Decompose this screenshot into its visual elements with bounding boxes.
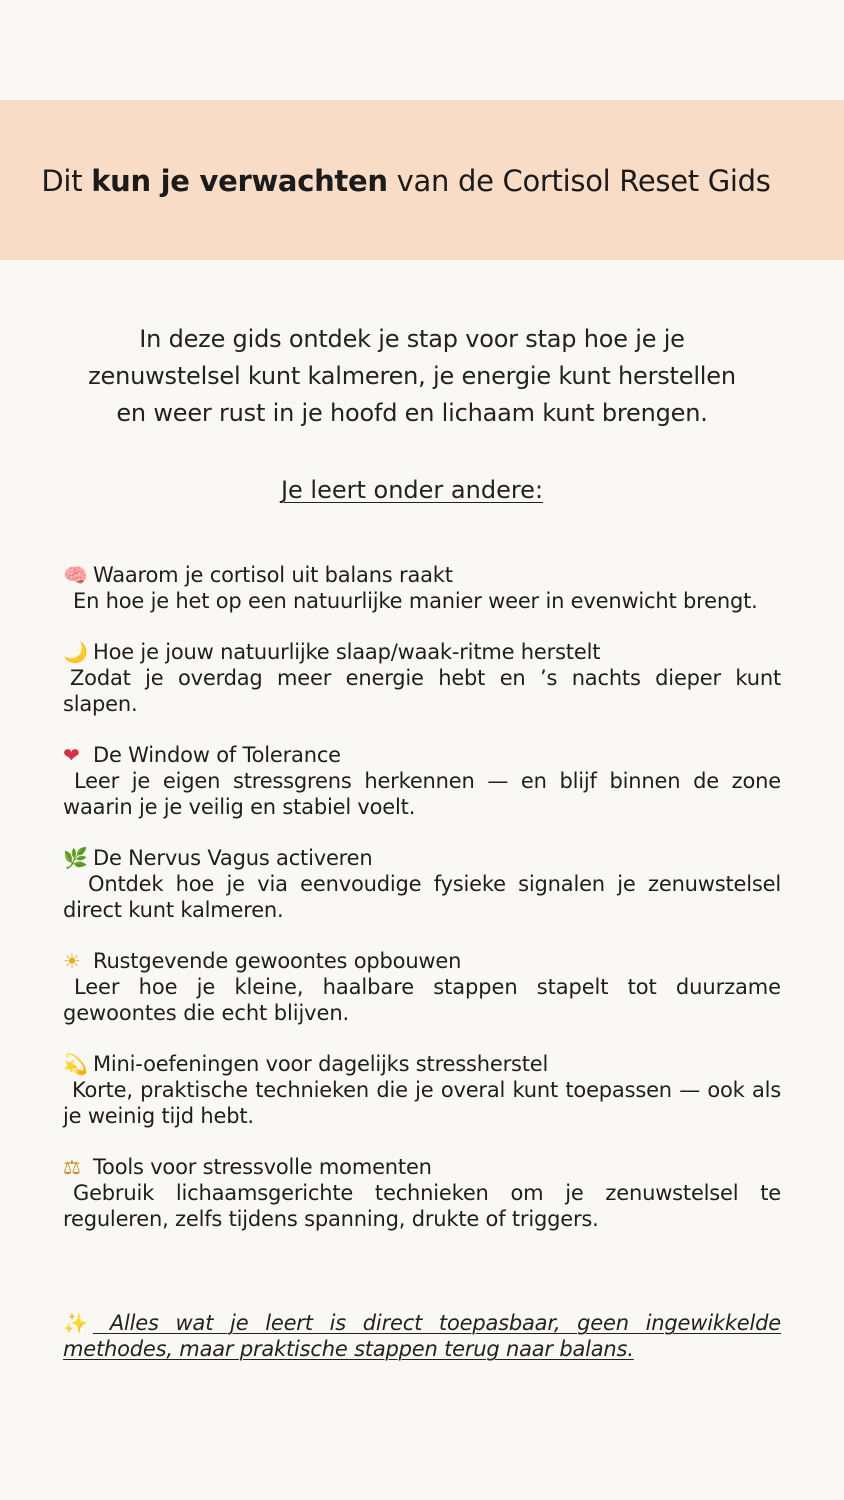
list-item-cortisol xyxy=(63,562,781,614)
brain-icon: 🧠 xyxy=(63,563,88,587)
title-suffix: van de Cortisol Reset Gids xyxy=(387,164,771,198)
title-prefix: Dit xyxy=(41,164,92,198)
item-title-text: Hoe je jouw natuurlijke slaap/waak-ritme herstelt xyxy=(93,640,601,664)
list-item-sleep-rhythm xyxy=(63,639,781,717)
item-title-text: Rustgevende gewoontes opbouwen xyxy=(93,949,462,973)
item-title xyxy=(63,562,781,588)
moon-icon: 🌙 xyxy=(63,640,88,664)
sun-icon: ☀ xyxy=(63,949,81,973)
learning-list xyxy=(63,562,781,1257)
herb-icon: 🌿 xyxy=(63,846,88,870)
list-item-window-of-tolerance xyxy=(63,742,781,820)
item-title xyxy=(63,845,781,871)
page-title xyxy=(0,161,812,201)
dizzy-star-icon: 💫 xyxy=(63,1052,88,1076)
item-title-text: De Window of Tolerance xyxy=(93,743,341,767)
item-title-text: Mini-oefeningen voor dagelijks stressherstel xyxy=(93,1052,549,1076)
balance-scale-icon: ⚖ xyxy=(63,1155,81,1179)
list-item-nervus-vagus xyxy=(63,845,781,923)
item-title xyxy=(63,948,781,974)
item-title-text: Tools voor stressvolle momenten xyxy=(93,1155,432,1179)
intro-line: In deze gids ontdek je stap voor stap hoe je je xyxy=(139,325,685,353)
item-description: Leer je eigen stressgrens herkennen — en blijf binnen de zone waarin je je veilig en stabiel voelt. xyxy=(63,769,781,819)
closing-statement xyxy=(63,1310,781,1362)
item-description: Ontdek hoe je via eenvoudige fysieke signalen je zenuwstelsel direct kunt kalmeren. xyxy=(63,872,781,922)
list-item-stress-tools xyxy=(63,1154,781,1232)
sparkles-icon: ✨ xyxy=(63,1311,88,1335)
item-title xyxy=(63,742,781,768)
item-description: Zodat je overdag meer energie hebt en ’s nachts dieper kunt slapen. xyxy=(63,666,781,716)
item-title xyxy=(63,639,781,665)
item-description: Korte, praktische technieken die je overal kunt toepassen — ook als je weinig tijd hebt. xyxy=(63,1078,781,1128)
intro-paragraph xyxy=(40,321,784,432)
item-title xyxy=(63,1154,781,1180)
item-description: Gebruik lichaamsgerichte technieken om je zenuwstelsel te reguleren, zelfs tijdens spanning, drukte of triggers. xyxy=(63,1181,781,1231)
closing-text: Alles wat je leert is direct toepasbaar, geen ingewikkelde methodes, maar praktische stappen terug naar balans. xyxy=(63,1311,781,1361)
item-title-text: Waarom je cortisol uit balans raakt xyxy=(93,563,453,587)
list-item-mini-exercises xyxy=(63,1051,781,1129)
item-title xyxy=(63,1051,781,1077)
item-description: En hoe je het op een natuurlijke manier weer in evenwicht brengt. xyxy=(73,589,758,613)
item-title-text: De Nervus Vagus activeren xyxy=(93,846,373,870)
list-item-habits xyxy=(63,948,781,1026)
intro-line: en weer rust in je hoofd en lichaam kunt brengen. xyxy=(116,399,708,427)
item-description: Leer hoe je kleine, haalbare stappen stapelt tot duurzame gewoontes die echt blijven. xyxy=(63,975,781,1025)
title-emphasis: kun je verwachten xyxy=(91,164,388,198)
heart-icon: ❤ xyxy=(63,743,80,767)
learn-heading: Je leert onder andere: xyxy=(280,476,544,504)
intro-line: zenuwstelsel kunt kalmeren, je energie kunt herstellen xyxy=(88,362,736,390)
